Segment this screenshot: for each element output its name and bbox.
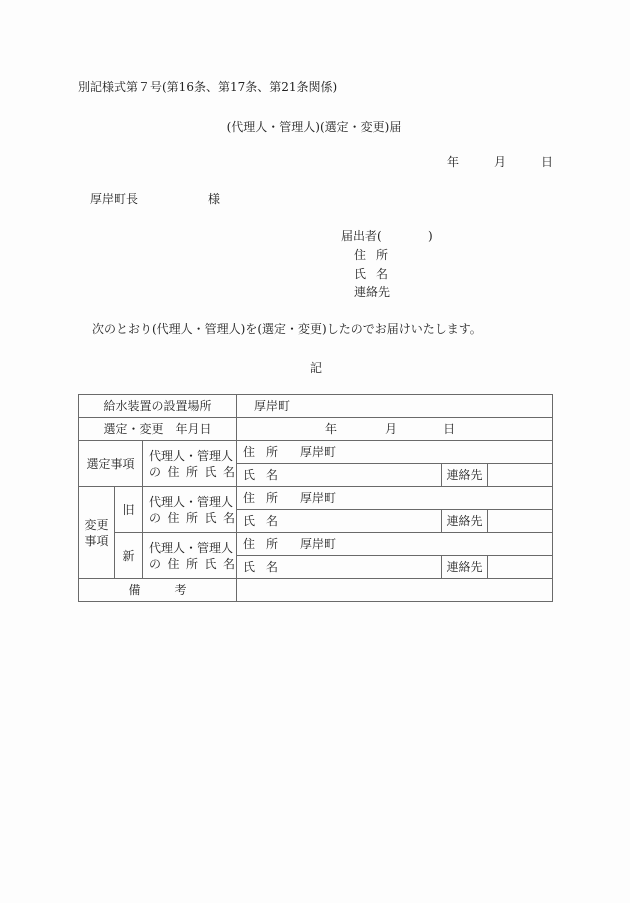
table-row [79, 418, 553, 441]
table-row [79, 533, 553, 556]
change-label-2: 事項 [84, 533, 109, 548]
selection-label: 選定事項 [79, 441, 143, 487]
agent-line1: 代理人・管理人 [149, 448, 234, 463]
remarks-label [79, 579, 237, 602]
address-value: 厚岸町 [300, 445, 337, 459]
notification-table [78, 394, 553, 602]
table-row [79, 441, 553, 464]
notifier-contact-label: 連絡先 [354, 285, 391, 299]
date-value[interactable] [237, 418, 553, 441]
honorific: 様 [208, 192, 221, 206]
old-label: 旧 [115, 487, 143, 533]
selection-contact-label: 連絡先 [442, 464, 488, 487]
install-location-label: 給水装置の設置場所 [79, 395, 237, 418]
table-row [79, 395, 553, 418]
notifier-label: 届出者( [341, 229, 382, 243]
selection-name-field[interactable] [237, 464, 442, 487]
change-label [79, 487, 115, 579]
address-value: 厚岸町 [300, 491, 337, 505]
table-row [79, 487, 553, 510]
title-text: (代理人・管理人)(選定・変更)届 [226, 120, 402, 134]
remarks-field[interactable] [237, 579, 553, 602]
selection-agent-label [143, 441, 242, 487]
address-label: 住所 [243, 491, 290, 505]
agent-line2: の住所氏名 [149, 464, 242, 479]
address-value: 厚岸町 [300, 537, 337, 551]
old-contact-label: 連絡先 [442, 510, 488, 533]
new-contact-label: 連絡先 [442, 556, 488, 579]
date-year: 年 [325, 422, 338, 436]
address-label: 住所 [243, 537, 290, 551]
form-id: 別記様式第７号(第16条、第17条、第21条関係) [78, 80, 338, 94]
new-contact-field[interactable] [488, 556, 553, 579]
remarks-label-text: 備考 [128, 583, 221, 597]
selection-contact-field[interactable] [488, 464, 553, 487]
ki-heading: 記 [310, 361, 323, 375]
install-location-value[interactable]: 厚岸町 [237, 395, 553, 418]
old-name-field[interactable] [237, 510, 442, 533]
statement: 次のとおり(代理人・管理人)を(選定・変更)したのでお届けいたします。 [92, 322, 482, 336]
notifier-address-label: 住所 [354, 248, 399, 262]
old-address-field[interactable] [237, 487, 553, 510]
notifier-close: ) [428, 229, 433, 243]
agent-line2: の住所氏名 [149, 556, 242, 571]
new-agent-label [143, 533, 242, 579]
agent-line2: の住所氏名 [149, 510, 242, 525]
header-date-month: 月 [494, 155, 507, 169]
date-month: 月 [385, 422, 398, 436]
header-date-day: 日 [541, 155, 554, 169]
address-label: 住所 [243, 445, 290, 459]
notifier-name-label: 氏名 [354, 267, 399, 281]
new-address-field[interactable] [237, 533, 553, 556]
selection-address-field[interactable] [237, 441, 553, 464]
agent-line1: 代理人・管理人 [149, 540, 234, 555]
new-name-field[interactable] [237, 556, 442, 579]
date-label: 選定・変更 年月日 [79, 418, 237, 441]
name-label: 氏名 [243, 514, 290, 528]
name-label: 氏名 [243, 468, 290, 482]
old-contact-field[interactable] [488, 510, 553, 533]
addressee: 厚岸町長 [90, 192, 139, 206]
page-title [0, 120, 630, 134]
new-label: 新 [115, 533, 143, 579]
old-agent-label [143, 487, 242, 533]
table-row [79, 579, 553, 602]
header-date-year: 年 [447, 155, 460, 169]
name-label: 氏名 [243, 560, 290, 574]
change-label-1: 変更 [84, 517, 109, 532]
agent-line1: 代理人・管理人 [149, 494, 234, 509]
date-day: 日 [443, 422, 456, 436]
